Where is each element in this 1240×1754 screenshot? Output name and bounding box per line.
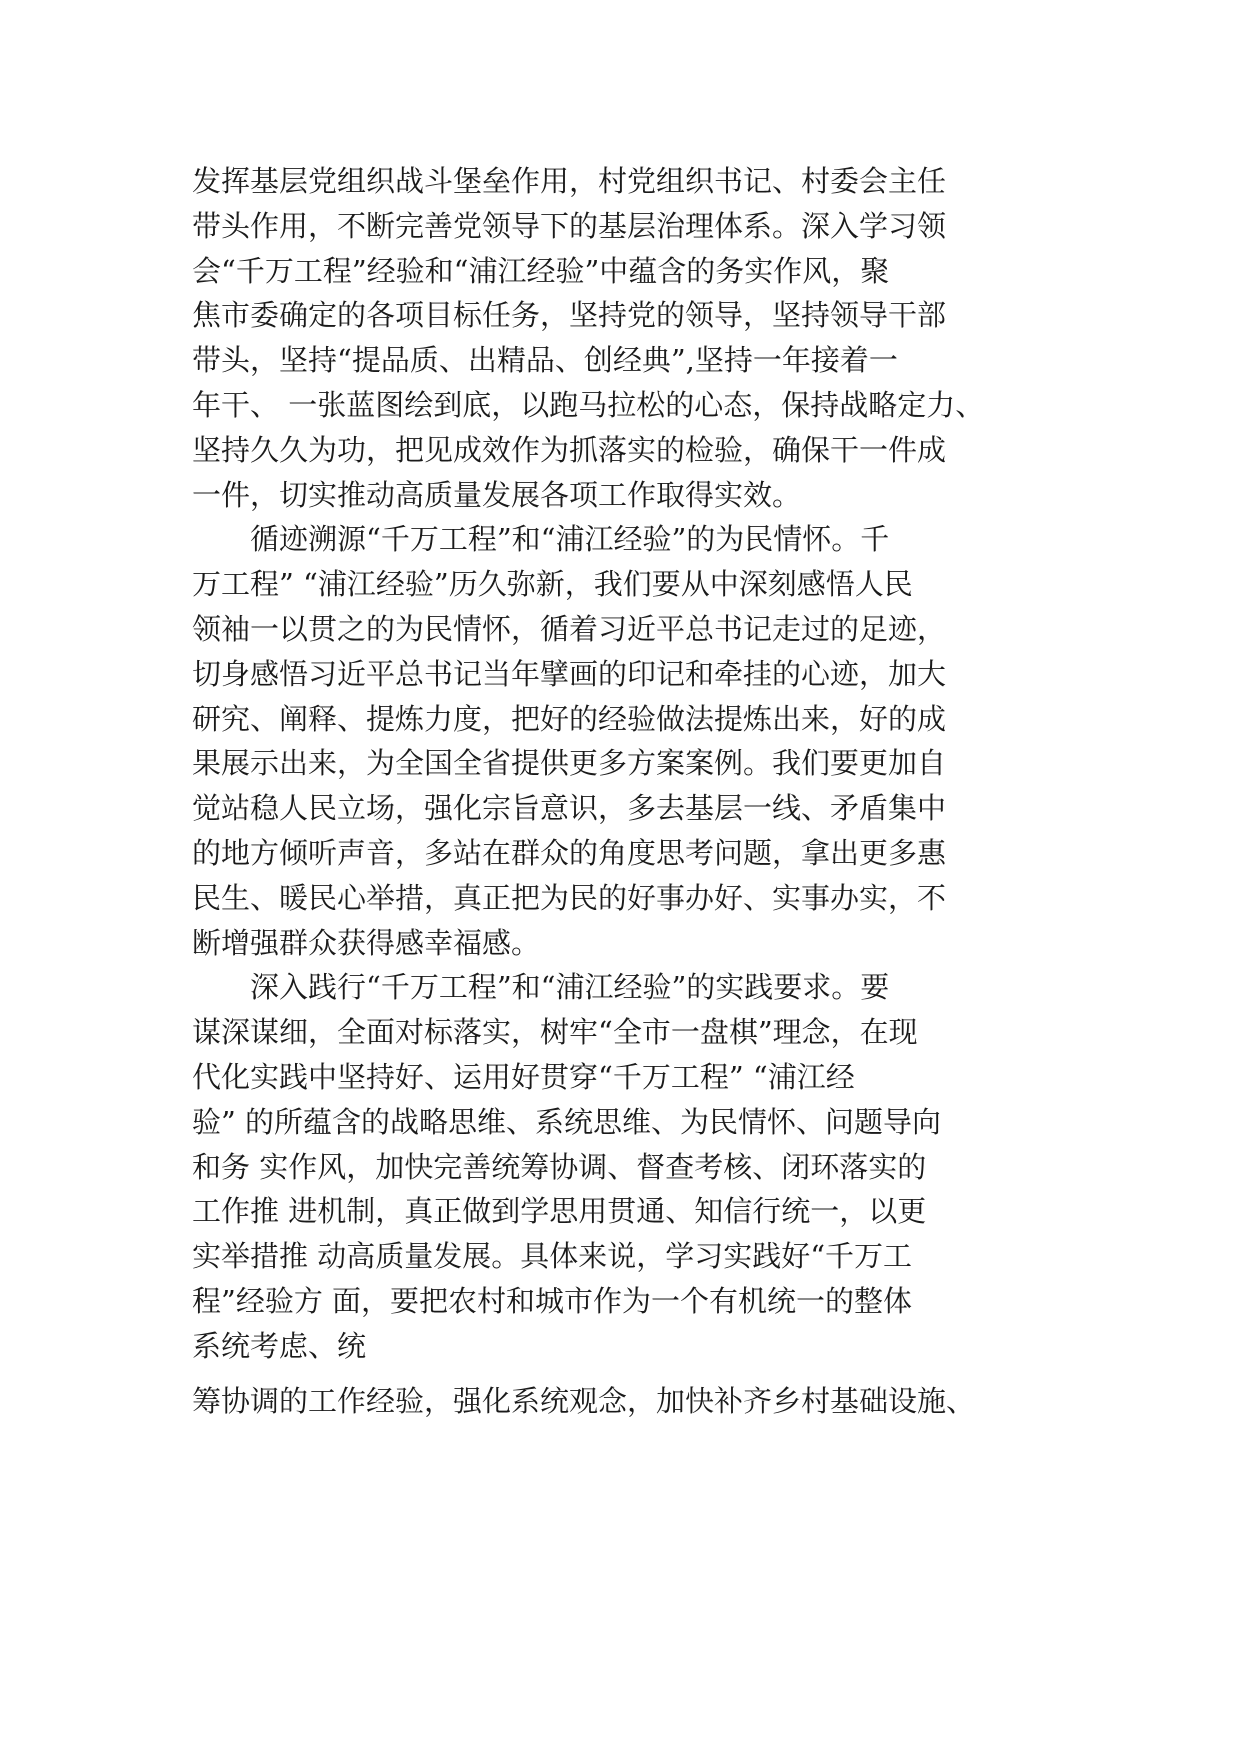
text-line: 实举措推 动高质量发展。具体来说，学习实践好“千万工 [192,1239,913,1274]
text-line: 系统考虑、统 [192,1328,367,1363]
text-line: 民生、暖民心举措，真正把为民的好事办好、实事办实，不 [192,880,947,915]
text-line: 筹协调的工作经验，强化系统观念，加快补齐乡村基础设施、 [192,1383,976,1418]
text-line: 会“千万工程”经验和“浦江经验”中蕴含的务实作风，聚 [192,253,890,288]
text-line: 切身感悟习近平总书记当年擘画的印记和牵挂的心迹，加大 [192,656,947,691]
body-text [192,159,1072,1423]
text-line: 带头作用，不断完善党领导下的基层治理体系。深入学习领 [192,208,947,243]
text-line: 觉站稳人民立场，强化宗旨意识，多去基层一线、矛盾集中 [192,791,947,826]
text-line: 验” 的所蕴含的战略思维、系统思维、为民情怀、问题导向 [192,1104,942,1139]
text-line: 工作推 进机制，真正做到学思用贯通、知信行统一，以更 [192,1194,927,1229]
text-line: 坚持久久为功，把见成效作为抓落实的检验，确保干一件成 [192,432,947,467]
text-line: 带头，坚持“提品质、出精品、创经典”,坚持一年接着一 [192,343,898,378]
paragraph-start-line: 循迹溯源“千万工程”和“浦江经验”的为民情怀。千 [192,522,890,557]
text-line: 谋深谋细，全面对标落实，树牢“全市一盘棋”理念，在现 [192,1015,918,1050]
paragraph-start-line: 深入践行“千万工程”和“浦江经验”的实践要求。要 [192,970,890,1005]
text-line: 研究、阐释、提炼力度，把好的经验做法提炼出来，好的成 [192,701,947,736]
text-line: 断增强群众获得感幸福感。 [192,925,541,960]
text-line: 果展示出来，为全国全省提供更多方案案例。我们要更加自 [192,746,947,781]
text-line: 领袖一以贯之的为民情怀，循着习近平总书记走过的足迹， [192,611,947,646]
text-line: 程”经验方 面，要把农村和城市作为一个有机统一的整体 [192,1283,913,1318]
text-line: 发挥基层党组织战斗堡垒作用，村党组织书记、村委会主任 [192,164,947,198]
text-line: 万工程” “浦江经验”历久弥新，我们要从中深刻感悟人民 [192,567,913,602]
text-line: 代化实践中坚持好、运用好贯穿“千万工程” “浦江经 [192,1059,855,1094]
text-line: 年干、 一张蓝图绘到底，以跑马拉松的心态，保持战略定力、 [192,387,985,422]
text-line: 一件，切实推动高质量发展各项工作取得实效。 [192,477,802,512]
text-line: 焦市委确定的各项目标任务，坚持党的领导，坚持领导干部 [192,298,947,333]
text-line: 和务 实作风，加快完善统筹协调、督查考核、闭环落实的 [192,1149,927,1184]
text-line: 的地方倾听声音，多站在群众的角度思考问题，拿出更多惠 [192,835,947,870]
